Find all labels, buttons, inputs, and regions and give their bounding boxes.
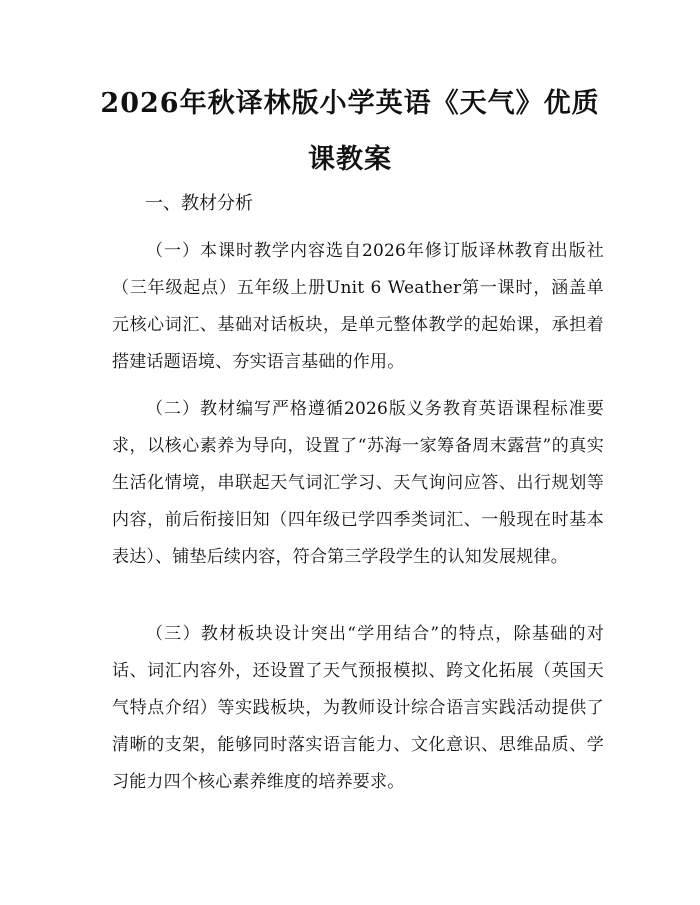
document-title: 2026年秋译林版小学英语《天气》优质课教案 <box>100 88 600 175</box>
paragraph-2: （二）教材编写严格遵循2026版义务教育英语课程标准要求，以核心素养为导向，设置了“苏海一家筹备周末露营”的真实生活化情境，串联起天气词汇学习、天气询问应答、出行规划等内容，前后衔接旧知（四年级已学四季类词汇、一般现在时基本表达）、铺垫后续内容，符合第三学段学生的认知发展规律。 <box>112 399 604 567</box>
section-heading: 一、教材分析 <box>145 193 253 214</box>
paragraph-1: （一）本课时教学内容选自2026年修订版译林教育出版社（三年级起点）五年级上册Unit 6 Weather第一课时，涵盖单元核心词汇、基础对话板块，是单元整体教学的起始课，承担着搭建话题语境、夯实语言基础的作用。 <box>112 241 604 372</box>
paragraph-3: （三）教材板块设计突出“学用结合”的特点，除基础的对话、词汇内容外，还设置了天气预报模拟、跨文化拓展（英国天气特点介绍）等实践板块，为教师设计综合语言实践活动提供了清晰的支架，能够同时落实语言能力、文化意识、思维品质、学习能力四个核心素养维度的培养要求。 <box>112 624 604 792</box>
